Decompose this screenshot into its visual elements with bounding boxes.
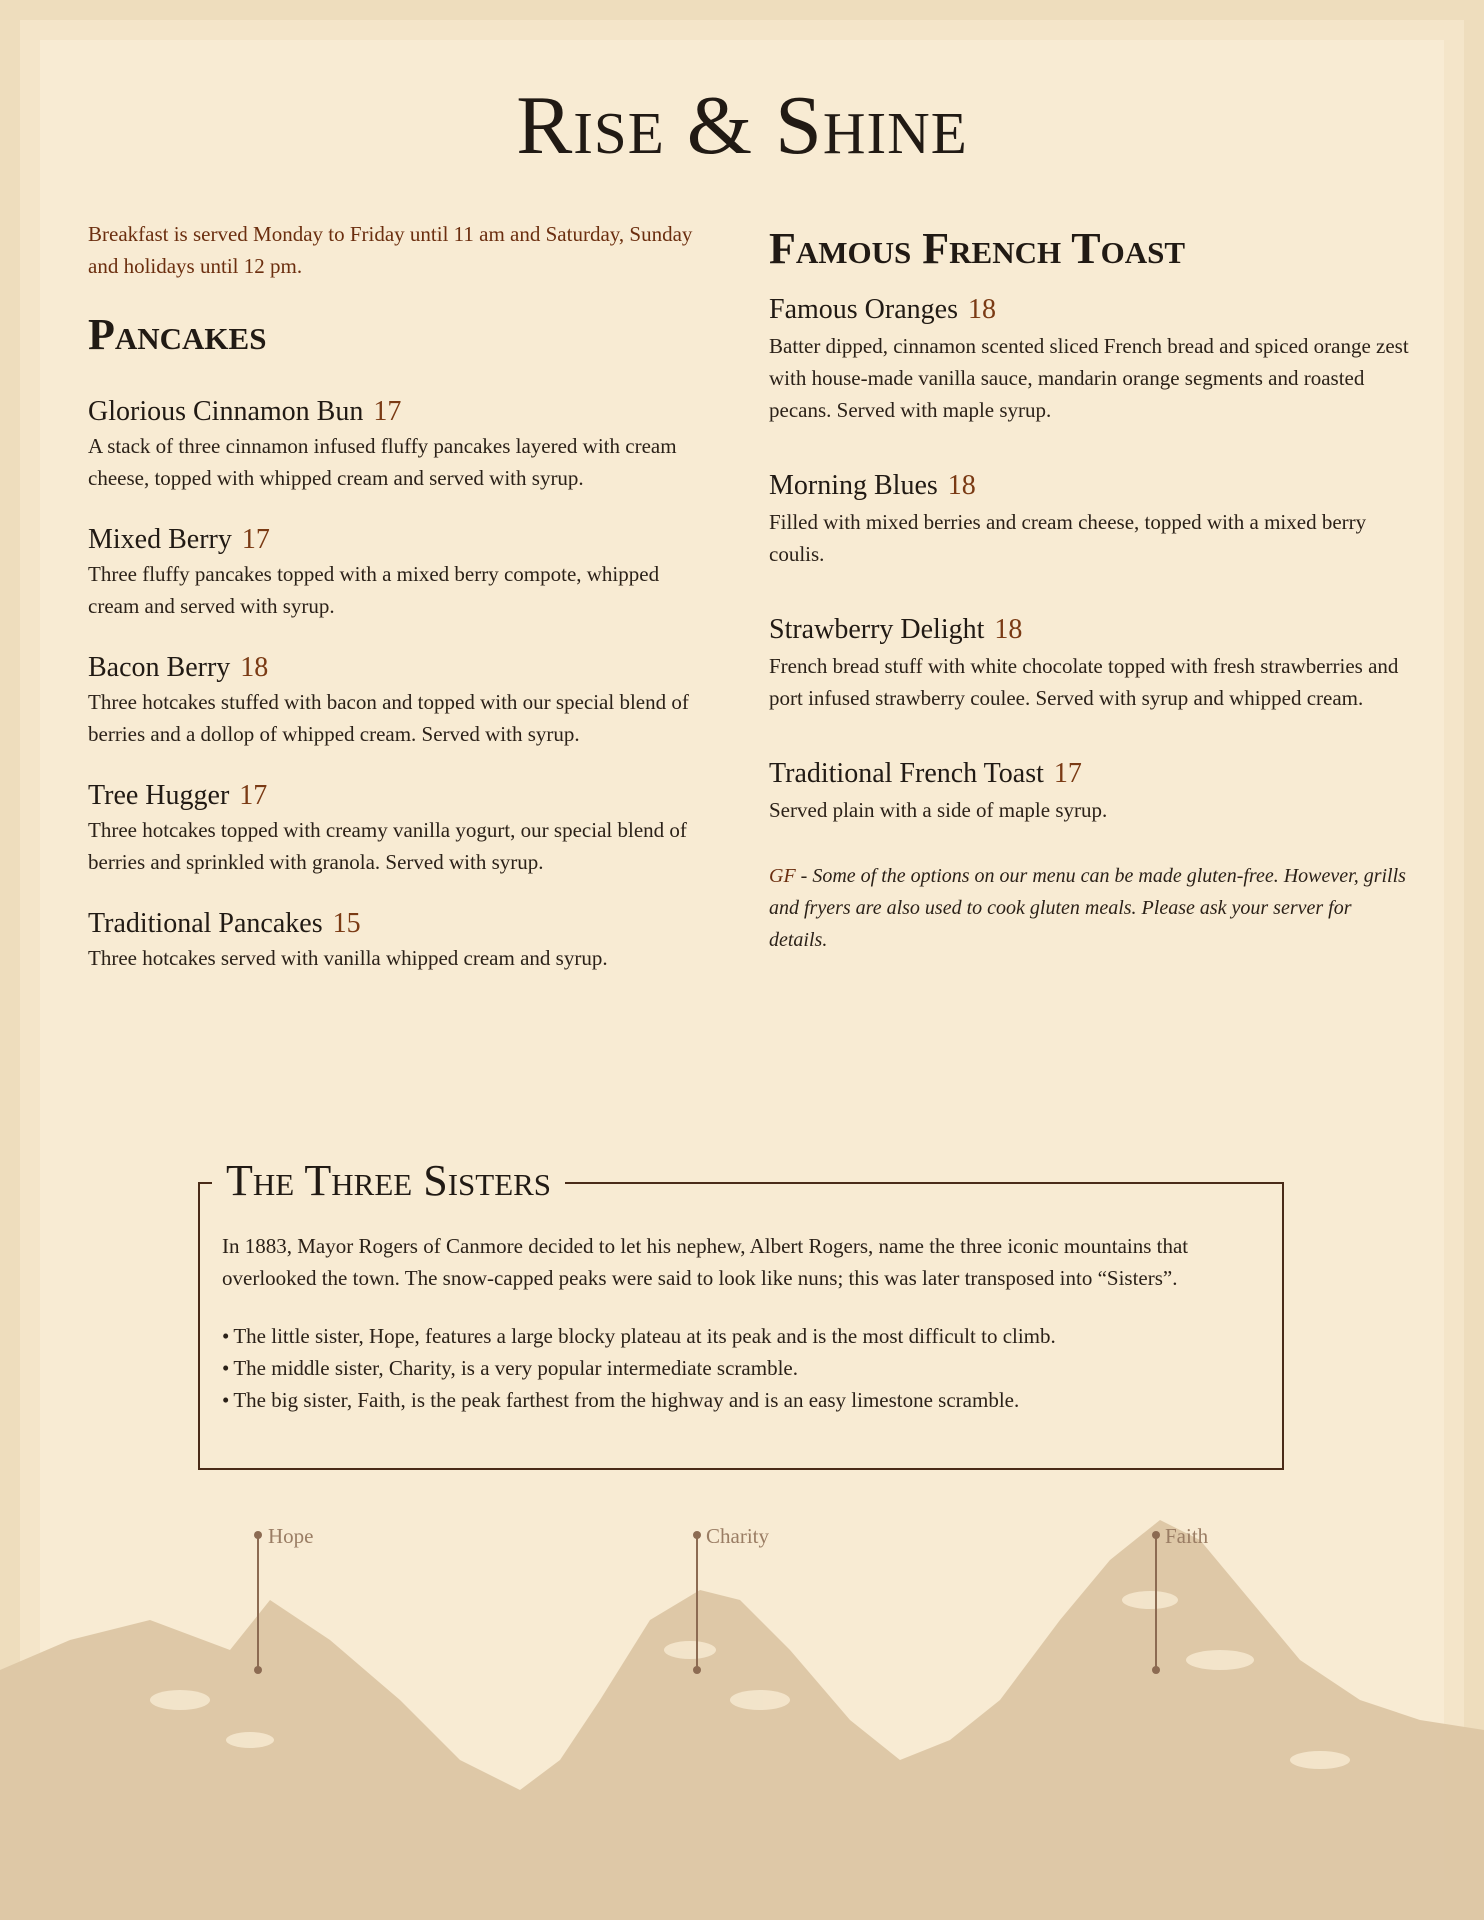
- left-column: [88, 218, 708, 1002]
- item-name: Famous Oranges: [769, 294, 958, 325]
- item-price: 18: [994, 614, 1023, 645]
- breakfast-hours: Breakfast is served Monday to Friday until 11 am and Saturday, Sunday and holidays until 12 pm.: [88, 222, 693, 278]
- pancakes-heading: Pancakes: [88, 310, 267, 359]
- menu-item: [88, 522, 708, 622]
- menu-item: [88, 394, 708, 494]
- item-price: 15: [332, 908, 361, 939]
- french-toast-heading: Famous French Toast: [769, 224, 1186, 273]
- item-name: Traditional Pancakes: [88, 908, 323, 939]
- item-description: Served plain with a side of maple syrup.: [769, 798, 1108, 822]
- item-description: Three fluffy pancakes topped with a mixed berry compote, whipped cream and served with syrup.: [88, 562, 660, 618]
- item-name: Strawberry Delight: [769, 614, 985, 645]
- item-description: Batter dipped, cinnamon scented sliced French bread and spiced orange zest with house-made vanilla sauce, mandarin orange segments and roasted pecans. Served with maple syrup.: [769, 334, 1409, 422]
- item-description: Three hotcakes stuffed with bacon and topped with our special blend of berries and a dollop of whipped cream. Served with syrup.: [88, 690, 689, 746]
- three-sisters-text: In 1883, Mayor Rogers of Canmore decided to let his nephew, Albert Rogers, name the three iconic mountains that overlooked the town. The snow-capped peaks were said to look like nuns; this was later transposed into “Sisters”.: [222, 1234, 1189, 1290]
- item-name: Traditional French Toast: [769, 758, 1044, 789]
- list-item: • The big sister, Faith, is the peak farthest from the highway and is an easy limestone scramble.: [222, 1384, 1262, 1416]
- item-price: 17: [1053, 758, 1082, 789]
- peak-marker-line: [257, 1536, 259, 1670]
- item-name: Mixed Berry: [88, 524, 232, 555]
- three-sisters-heading: The Three Sisters: [212, 1154, 565, 1208]
- right-column: [769, 218, 1409, 956]
- list-item: • The middle sister, Charity, is a very popular intermediate scramble.: [222, 1352, 1262, 1384]
- peak-marker-dot: [1152, 1666, 1160, 1674]
- menu-item: [769, 756, 1409, 826]
- menu-item: [88, 650, 708, 750]
- page-title: Rise & Shine: [516, 79, 968, 172]
- item-name: Morning Blues: [769, 470, 938, 501]
- peak-marker-dot: [693, 1666, 701, 1674]
- peak-marker-line: [1155, 1536, 1157, 1670]
- gf-note-text: - Some of the options on our menu can be made gluten-free. However, grills and fryers are also used to cook gluten meals. Please ask your server for details.: [769, 865, 1406, 951]
- item-price: 18: [967, 294, 996, 325]
- item-description: Three hotcakes topped with creamy vanilla yogurt, our special blend of berries and sprinkled with granola. Served with syrup.: [88, 818, 687, 874]
- gluten-free-note: [769, 860, 1409, 956]
- item-name: Bacon Berry: [88, 652, 231, 683]
- item-description: A stack of three cinnamon infused fluffy pancakes layered with cream cheese, topped with whipped cream and served with syrup.: [88, 434, 677, 490]
- item-description: Three hotcakes served with vanilla whipped cream and syrup.: [88, 946, 608, 970]
- menu-item: [769, 612, 1409, 714]
- menu-item: [769, 292, 1409, 426]
- item-price: 18: [240, 652, 269, 683]
- peak-marker-line: [696, 1536, 698, 1670]
- peak-label-faith: Faith: [1165, 1524, 1209, 1548]
- item-price: 17: [241, 524, 270, 555]
- item-description: Filled with mixed berries and cream cheese, topped with a mixed berry coulis.: [769, 510, 1367, 566]
- list-item: • The little sister, Hope, features a large blocky plateau at its peak and is the most difficult to climb.: [222, 1320, 1262, 1352]
- peak-marker-dot: [254, 1666, 262, 1674]
- three-sisters-box: [198, 1156, 1284, 1470]
- peak-label-charity: Charity: [706, 1524, 769, 1548]
- item-price: 18: [947, 470, 976, 501]
- peak-label-hope: Hope: [268, 1524, 314, 1548]
- item-price: 17: [239, 780, 268, 811]
- item-price: 17: [373, 396, 402, 427]
- menu-item: [769, 468, 1409, 570]
- gf-label: GF: [769, 865, 796, 887]
- three-sisters-list: [222, 1320, 1262, 1416]
- menu-item: [88, 778, 708, 878]
- item-name: Glorious Cinnamon Bun: [88, 396, 364, 427]
- menu-item: [88, 906, 708, 974]
- item-name: Tree Hugger: [88, 780, 230, 811]
- item-description: French bread stuff with white chocolate topped with fresh strawberries and port infused strawberry coulee. Served with syrup and whipped cream.: [769, 654, 1399, 710]
